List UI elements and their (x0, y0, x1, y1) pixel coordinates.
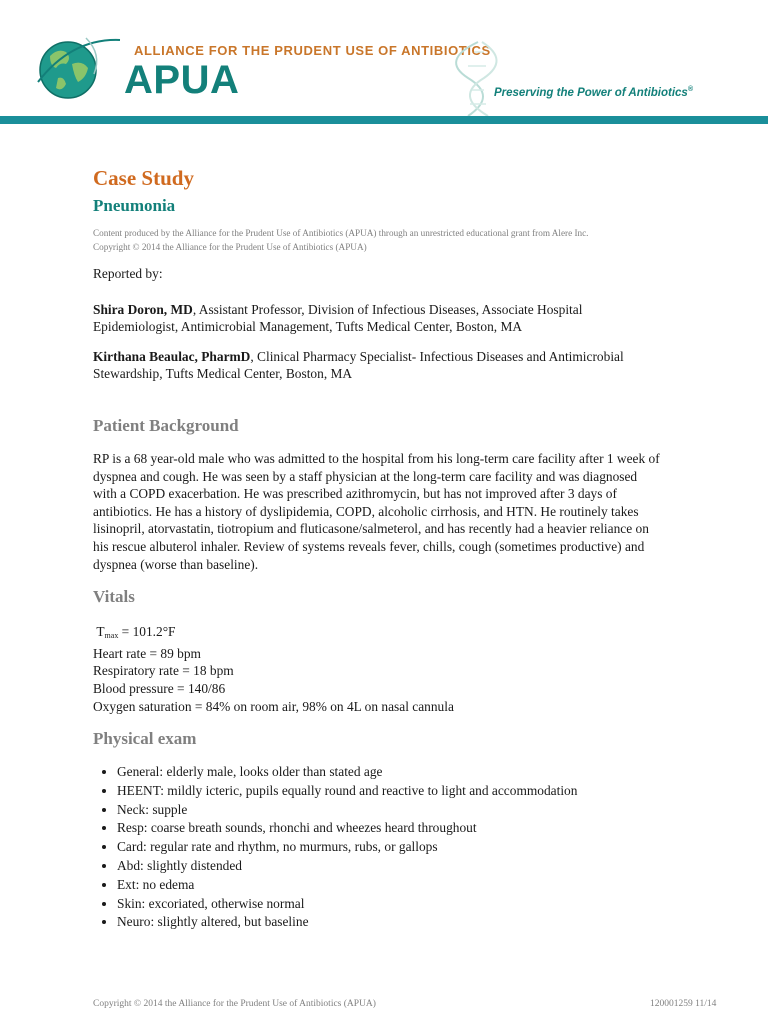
author-entry (93, 301, 663, 336)
tmax-subscript: max (104, 631, 119, 641)
tagline-text: Preserving the Power of Antibiotics (494, 86, 688, 99)
page-title: Case Study (93, 166, 194, 190)
vital-item: Respiratory rate = 18 bpm (93, 663, 234, 679)
section-heading-exam: Physical exam (93, 729, 197, 749)
author-affiliation: , Clinical Pharmacy Specialist- Infectious Diseases and Antimicrobial Stewardship, Tufts Medical Center, Boston, MA (93, 348, 624, 382)
footer-copyright: Copyright © 2014 the Alliance for the Prudent Use of Antibiotics (APUA) (93, 999, 376, 1009)
tagline (494, 86, 693, 99)
vital-item: Oxygen saturation = 84% on room air, 98% on 4L on nasal cannula (93, 698, 454, 714)
registered-mark: ® (687, 86, 694, 93)
vital-tmax (93, 623, 663, 645)
author-entry (93, 348, 663, 383)
apua-logo-text: APUA (124, 58, 240, 102)
footer-code: 120001259 11/14 (650, 999, 717, 1009)
background-paragraph: RP is a 68 year-old male who was admitted to the hospital from his long-term care facility after 1 week of dyspnea and cough. He was seen by a staff physician at the long-term care facility and was diagnosed with a COPD exacerbation. He was prescribed azithromycin, but has not improved after 3 days of antibiotics. He has a history of dyslipidemia, COPD, alcoholic cirrhosis, and HTN. He routinely takes lisinopril, atorvastatin, tiotropium and fluticasone/salmeterol, and has recently had a heavier reliance on his rescue albuterol inhaler. Review of systems reveals fever, chills, cough (sometimes productive) and dyspnea (worse than baseline). (93, 450, 660, 572)
production-note (93, 226, 663, 254)
vitals-list (93, 623, 663, 715)
exam-item: • Abd: slightly distended (117, 857, 663, 876)
globe-logo-icon (32, 34, 124, 104)
exam-item: • Card: regular rate and rhythm, no murmurs, rubs, or gallops (117, 838, 663, 857)
tmax-value: = 101.2°F (118, 624, 176, 640)
alliance-name: ALLIANCE FOR THE PRUDENT USE OF ANTIBIOTICS (134, 43, 491, 58)
exam-list (93, 763, 663, 932)
exam-item: • Skin: excoriated, otherwise normal (117, 895, 663, 914)
vital-item: Heart rate = 89 bpm (93, 645, 201, 661)
exam-item: • Neck: supple (117, 801, 663, 820)
production-line: Content produced by the Alliance for the Prudent Use of Antibiotics (APUA) through an unrestricted educational grant from Alere Inc. (93, 228, 589, 238)
dna-helix-icon (448, 38, 508, 118)
section-heading-vitals: Vitals (93, 587, 135, 607)
exam-item: • Resp: coarse breath sounds, rhonchi and wheezes heard throughout (117, 819, 663, 838)
reported-by-label: Reported by: (93, 266, 163, 281)
exam-item: • Ext: no edema (117, 876, 663, 895)
document-body (93, 164, 663, 932)
copyright-line: Copyright © 2014 the Alliance for the Prudent Use of Antibiotics (APUA) (93, 242, 367, 252)
vital-item: Blood pressure = 140/86 (93, 680, 226, 696)
header (0, 0, 768, 126)
section-heading-background: Patient Background (93, 415, 239, 435)
exam-item: • General: elderly male, looks older than stated age (117, 763, 663, 782)
page-subtitle: Pneumonia (93, 196, 176, 215)
author-name: Kirthana Beaulac, PharmD (93, 348, 251, 364)
exam-item: • HEENT: mildly icteric, pupils equally round and reactive to light and accommodation (117, 782, 663, 801)
author-name: Shira Doron, MD (93, 301, 193, 317)
tmax-symbol: T (96, 624, 105, 640)
exam-item: • Neuro: slightly altered, but baseline (117, 913, 663, 932)
author-affiliation: , Assistant Professor, Division of Infectious Diseases, Associate Hospital Epidemiologist, Antimicrobial Management, Tufts Medical Center, Boston, MA (93, 301, 583, 335)
header-divider (0, 116, 768, 124)
